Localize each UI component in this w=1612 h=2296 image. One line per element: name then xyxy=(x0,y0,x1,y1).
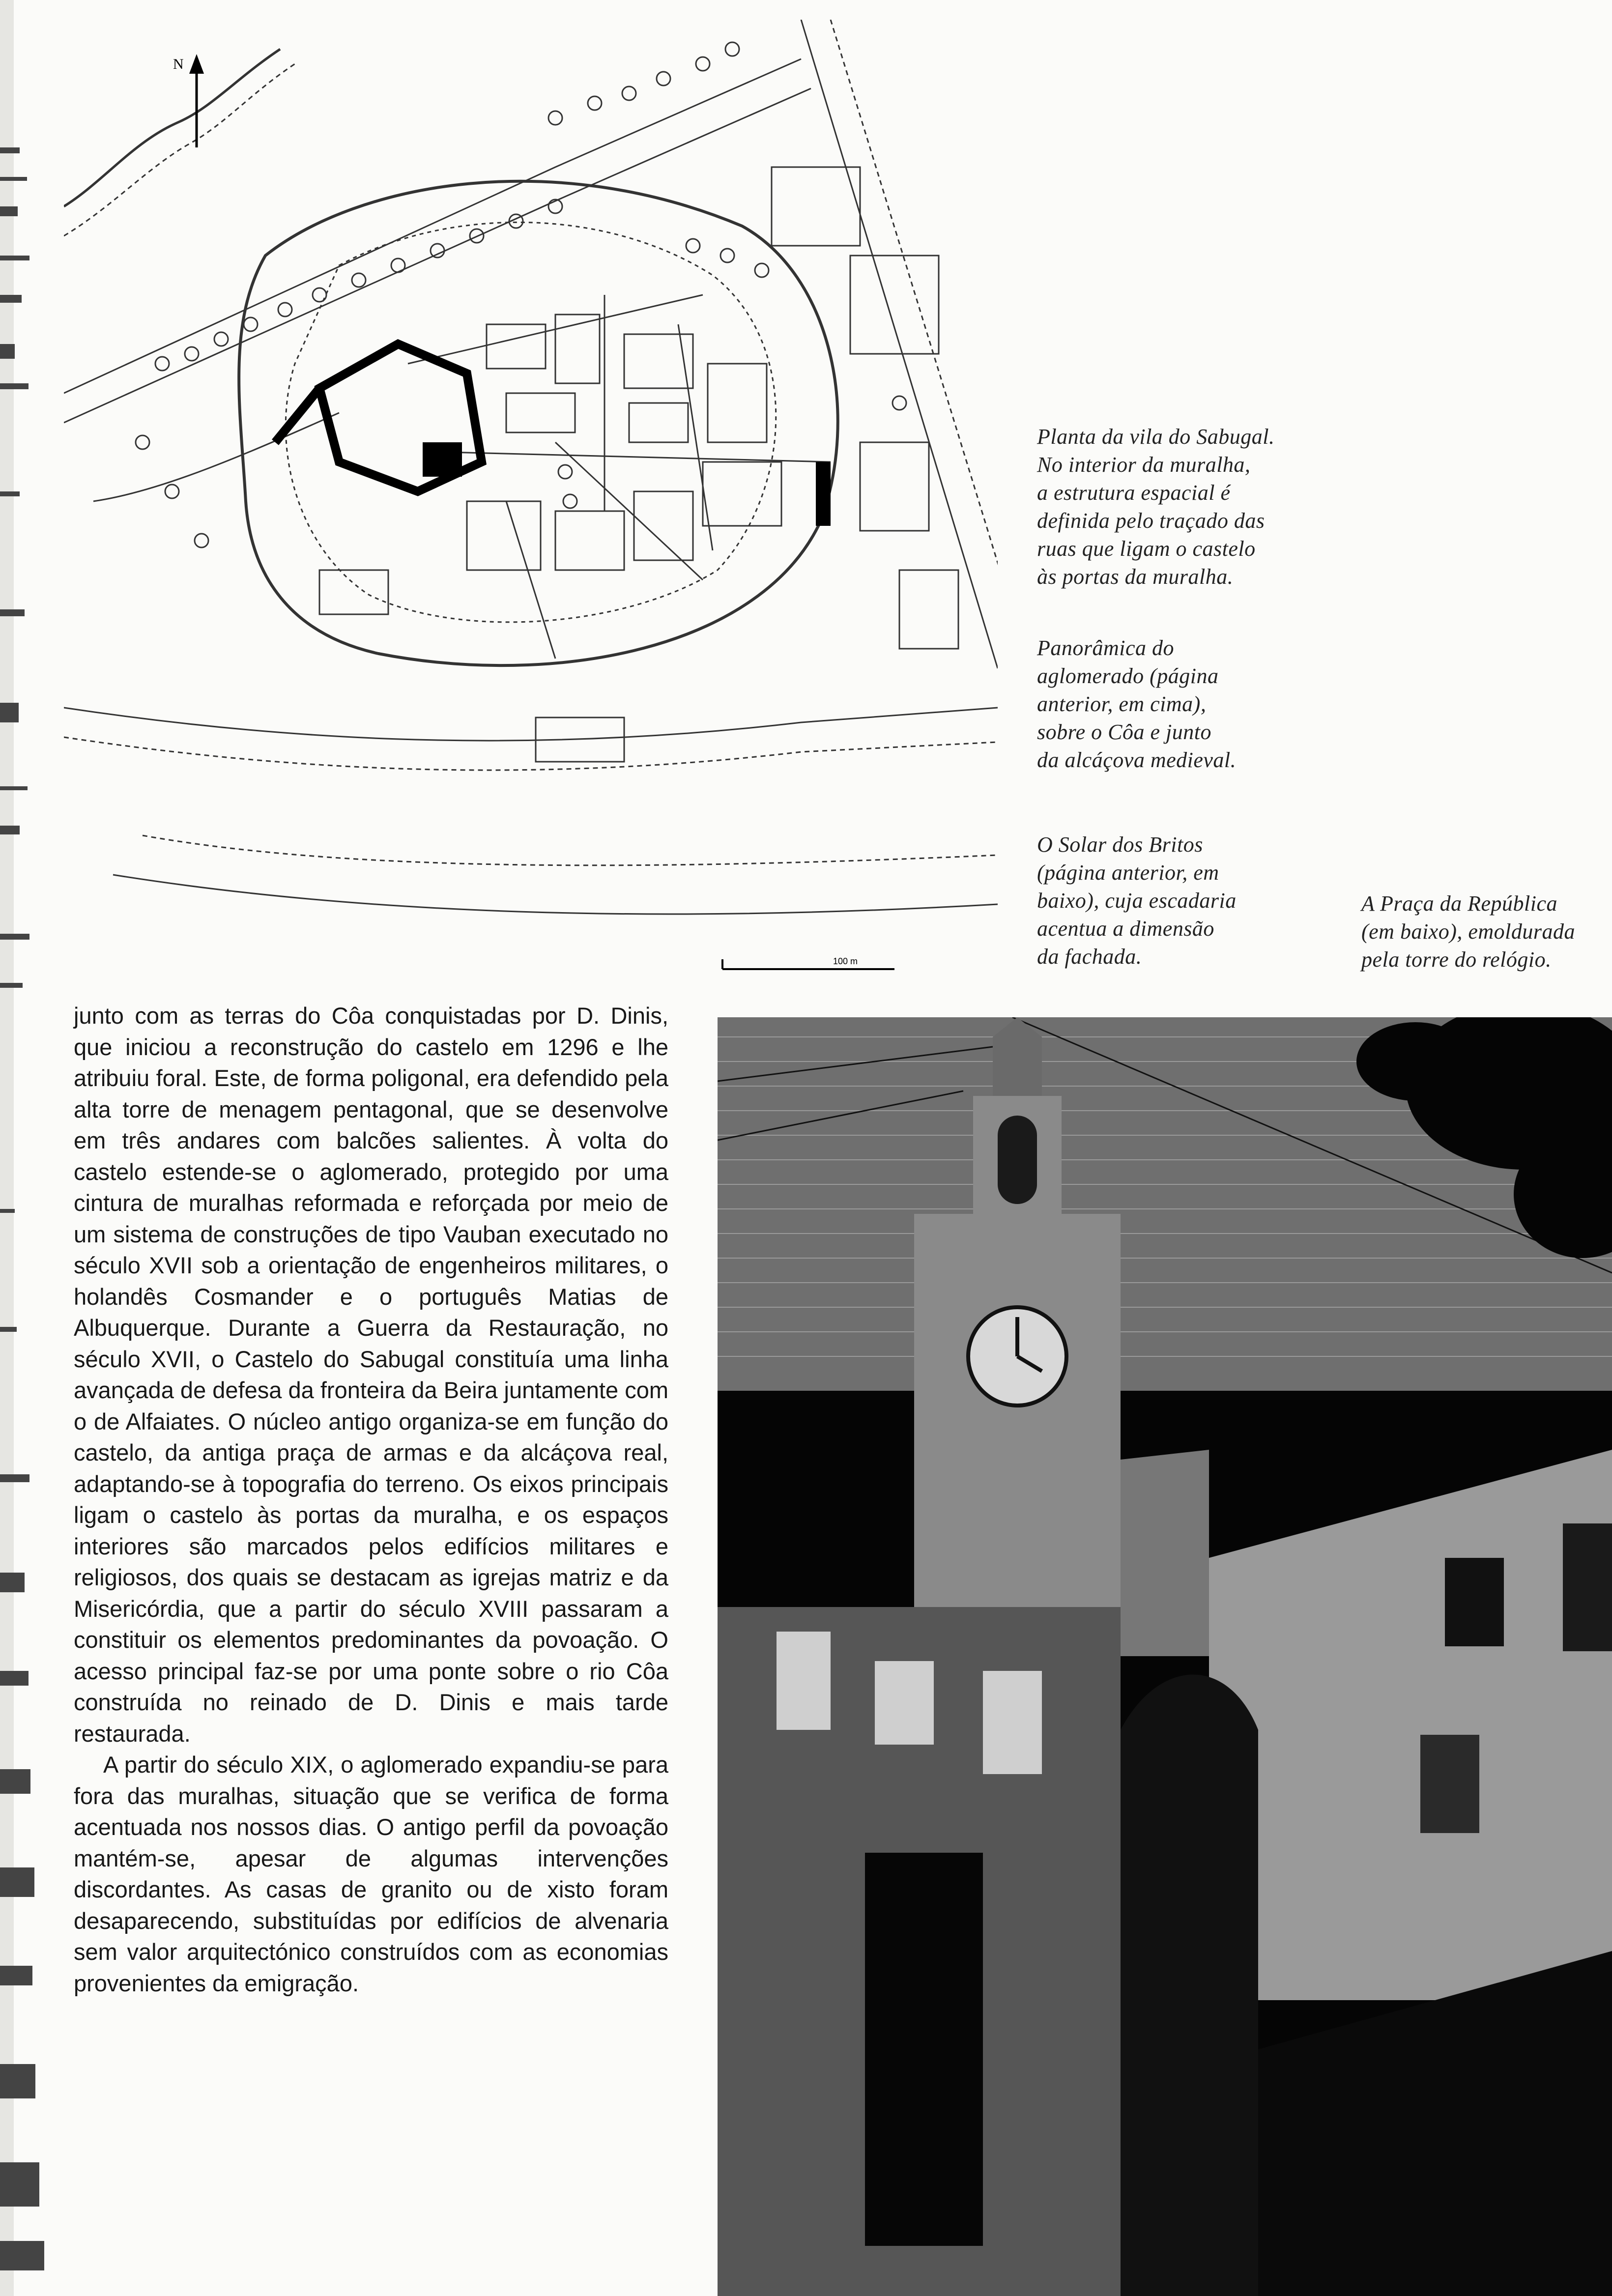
caption-town-plan: Planta da vila do Sabugal. No interior da muralha, a estrutura espacial é definida pelo traçado das ruas que ligam o castelo às portas da muralha. xyxy=(1037,425,1275,589)
north-arrow-icon xyxy=(173,54,204,147)
scale-label: 100 m xyxy=(833,956,858,966)
caption-solar-dos-britos: O Solar dos Britos (página anterior, em baixo), cuja escadaria acentua a dimensão da fachada. xyxy=(1037,832,1237,969)
clock-face-icon xyxy=(968,1307,1066,1406)
scale-bar xyxy=(722,956,894,969)
scan-edge-noise xyxy=(0,0,64,2296)
clock-tower-photo xyxy=(718,1017,1612,2296)
article-body xyxy=(74,1000,668,1999)
north-label: N xyxy=(173,56,184,72)
town-plan-map xyxy=(64,20,998,983)
caption-panorama: Panorâmica do aglomerado (página anterior, em cima), sobre o Côa e junto da alcáçova medieval. xyxy=(1037,636,1237,772)
article-paragraph: A partir do século XIX, o aglomerado expandiu-se para fora das muralhas, situação que se verifica de forma acentuada nos nossos dias. O antigo perfil da povoação mantém-se, apesar de algumas intervenções discordantes. As casas de granito ou de xisto foram desaparecendo, substituídas por edifícios de alvenaria sem valor arquitectónico construídos com as economias provenientes da emigração. xyxy=(74,1751,668,1996)
article-paragraph: junto com as terras do Côa conquistadas por D. Dinis, que iniciou a reconstrução do castelo em 1296 e lhe atribuiu foral. Este, de forma poligonal, era defendido pela alta torre de menagem pentagonal, que se desenvolve em três andares com balcões salientes. À volta do castelo estende-se o aglomerado, protegido por uma cintura de muralhas reformada e reforçada por meio de um sistema de construções de tipo Vauban executado no século XVII sob a orientação de engenheiros militares, o holandês Cosmander e o português Matias de Albuquerque. Durante a Guerra da Restauração, no século XVII, o Castelo do Sabugal constituía uma linha avançada de defesa da fronteira da Beira juntamente com o de Alfaiates. O núcleo antigo organiza-se em função do castelo, da antiga praça de armas e da alcáçova real, adaptando-se à topografia do terreno. Os eixos principais ligam o castelo às portas da muralha, e os espaços interiores são marcados pelos edifícios militares e religiosos, dos quais se destacam as igrejas matriz e da Misericórdia, que a partir do século XVIII passaram a constituir os elementos predominantes da povoação. O acesso principal faz-se por uma ponte sobre o rio Côa construída no reinado de D. Dinis e mais tarde restaurada. xyxy=(74,1003,668,1747)
caption-praca-republica: A Praça da República (em baixo), emoldurada pela torre do relógio. xyxy=(1361,891,1576,972)
